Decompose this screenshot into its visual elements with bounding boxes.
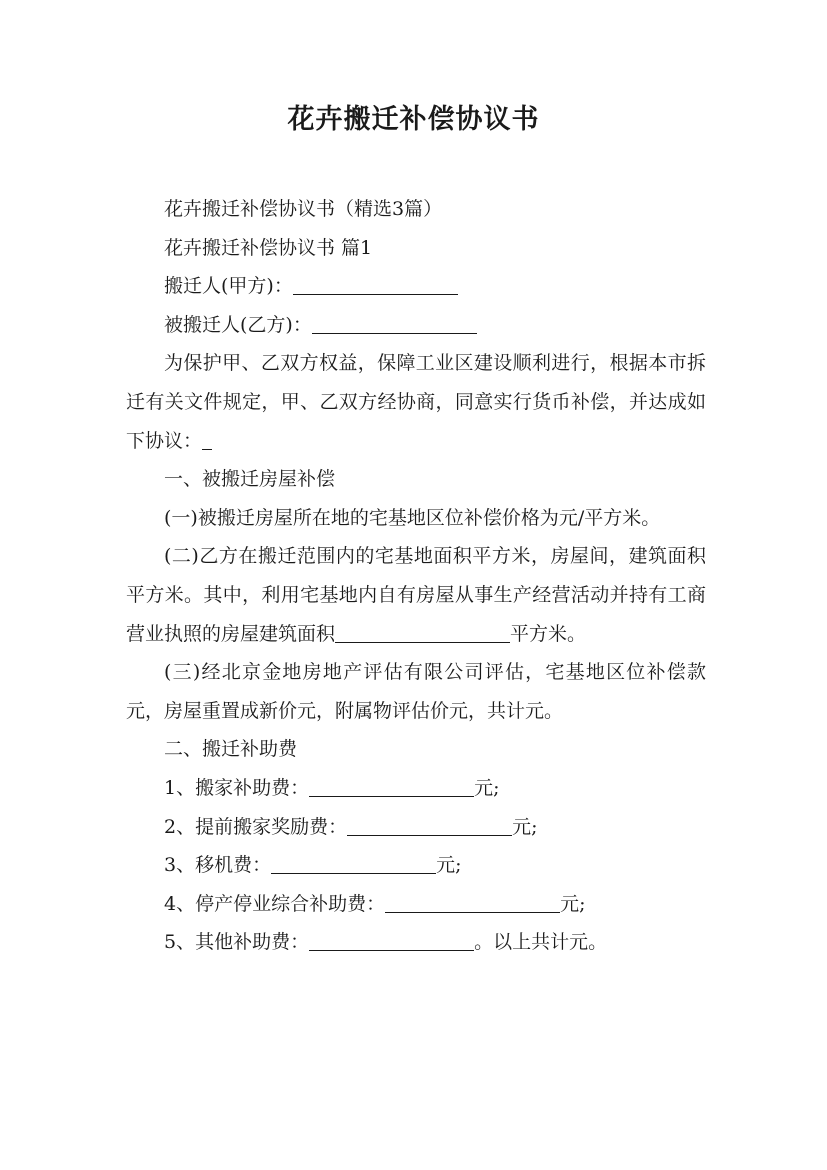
party-b-label: 被搬迁人(乙方)： [164, 313, 312, 336]
party-a-label: 搬迁人(甲方)： [164, 275, 293, 298]
fee3-blank [271, 851, 436, 874]
item1-3: (三)经北京金地房地产评估有限公司评估，宅基地区位补偿款元，房屋重置成新价元，附属物评估价元，共计元。 [126, 661, 706, 722]
fee2-blank [347, 813, 512, 836]
fee3-label: 3、移机费： [164, 854, 272, 877]
section2-title: 二、搬迁补助费 [164, 738, 298, 761]
party-b-blank [312, 311, 477, 334]
fee4-unit: 元; [560, 892, 586, 915]
document-title: 花卉搬迁补偿协议书 [287, 104, 540, 135]
fee4-label: 4、停产停业综合补助费： [164, 892, 386, 915]
fee5-suffix: 。以上共计元。 [474, 931, 608, 954]
item1-2-suffix: 平方米。 [510, 622, 587, 645]
part-heading: 花卉搬迁补偿协议书 篇1 [164, 236, 373, 259]
item1-2 [126, 537, 706, 653]
fee1-line [126, 769, 706, 808]
intro-blank [202, 427, 212, 450]
document-body [126, 190, 706, 962]
item1-2-text: (二)乙方在搬迁范围内的宅基地面积平方米，房屋间，建筑面积平方米。其中，利用宅基地内自有房屋从事生产经营活动并持有工商营业执照的房屋建筑面积 [126, 545, 706, 645]
fee5-label: 5、其他补助费： [164, 931, 310, 954]
fee4-blank [385, 890, 560, 913]
fee2-unit: 元; [512, 815, 538, 838]
fee3-line [126, 846, 706, 885]
item1-1: (一)被搬迁房屋所在地的宅基地区位补偿价格为元/平方米。 [164, 506, 661, 529]
intro-text: 为保护甲、乙双方权益，保障工业区建设顺利进行，根据本市拆迁有关文件规定，甲、乙双方经协商，同意实行货币补偿，并达成如下协议： [126, 352, 706, 452]
item1-2-blank [335, 620, 510, 643]
subtitle: 花卉搬迁补偿协议书（精选3篇） [164, 198, 443, 220]
fee3-unit: 元; [436, 854, 462, 877]
fee1-unit: 元; [474, 776, 500, 799]
fee2-label: 2、提前搬家奖励费： [164, 815, 348, 838]
fee5-line [126, 923, 706, 962]
fee1-label: 1、搬家补助费： [164, 776, 310, 799]
intro-paragraph [126, 344, 706, 460]
party-b-line [126, 306, 706, 345]
party-a-line [126, 267, 706, 306]
section1-title: 一、被搬迁房屋补偿 [164, 468, 336, 491]
fee1-blank [309, 774, 474, 797]
fee2-line [126, 808, 706, 847]
fee5-blank [309, 928, 474, 951]
fee4-line [126, 885, 706, 924]
party-a-blank [293, 272, 458, 295]
